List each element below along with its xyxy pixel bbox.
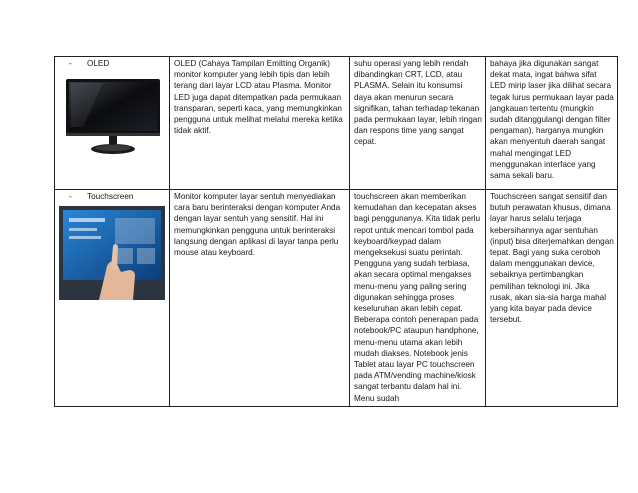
disadvantages-text: bahaya jika digunakan sangat dekat mata, ingat bahwa sifat LED mirip laser jika dilihat secara tegak lurus permukaan layar pada jangkauan tertentu (mungkin sudah ditanggulangi dengan filter pengaman), harganya mungkin akan menyentuh daerah sangat mahal mengingat LED menggunakan interface yang sama sekali baru. — [490, 59, 614, 181]
touchscreen-image — [59, 206, 165, 300]
disadvantages-text: Touchscreen sangat sensitif dan butuh perawatan khusus, dimana layar harus selalu terjaga kebersihannya agar sentuhan (input) bisa diterjemahkan dengan tepat. Bagi yang suka ceroboh dalam menggunakan device, sebaiknya pertimbangkan pemilihan teknologi ini. Jika rusak, akan sia-sia harga mahal yang kita bayar pada device tersebut. — [490, 192, 614, 325]
definition-text: OLED (Cahaya Tampilan Emitting Organik) monitor komputer yang lebih tipis dan lebih terang dari layar LCD atau Plasma. Monitor LED juga dapat ditempatkan pada permukaan transparan, seperti kaca, yang memungkinkan pengguna untuk melihat melalui mereka ketika tidak aktif. — [174, 59, 343, 136]
oled-monitor-image — [63, 77, 163, 157]
advantages-text: touchscreen akan memberikan kemudahan dan kecepatan akses bagi penggunanya. Kita tidak perlu repot untuk mencari tombol pada keyboard/keypad dalam mengeksekusi suatu perintah. Pengguna yang sudah terbiasa, akan secara optimal mengakses menu-menu yang paling sering digunakan sehingga proses keseluruhan akan lebih cepat. Beberapa contoh penerapan pada notebook/PC ataupun handphone, menu-menu utama akan lebih mudah diakses. Notebook jenis Tablet atau layar PC touchscreen pada ATM/vending machine/kiosk sangat terbantu dalam hal ini. Menu sudah — [354, 192, 481, 403]
comparison-table — [54, 56, 618, 407]
advantages-cell — [350, 190, 486, 407]
advantages-cell — [350, 57, 486, 190]
device-name: OLED — [87, 59, 110, 68]
advantages-text: suhu operasi yang lebih rendah dibandingkan CRT, LCD, atau PLASMA. Selain itu konsumsi daya akan menurun secara signifikan, tahan terhadap tekanan pada permukaan layar, lebih ringan dan respons time yang sangat cepat. — [354, 59, 482, 147]
table-row — [55, 190, 618, 407]
disadvantages-cell — [486, 190, 618, 407]
device-name: Touchscreen — [87, 192, 134, 201]
table-row — [55, 57, 618, 190]
definition-cell — [170, 190, 350, 407]
definition-text: Monitor komputer layar sentuh menyediakan cara baru berinteraksi dengan komputer Anda dengan layar sentuh yang sensitif. Hal ini memungkinkan pengguna untuk berinteraksi langsung dengan aplikasi di layar tanpa perlu mouse atau keyboard. — [174, 192, 341, 258]
name-cell — [55, 57, 170, 190]
dash-marker: - — [69, 192, 72, 201]
name-cell — [55, 190, 170, 407]
dash-marker: - — [69, 59, 72, 68]
definition-cell — [170, 57, 350, 190]
disadvantages-cell — [486, 57, 618, 190]
